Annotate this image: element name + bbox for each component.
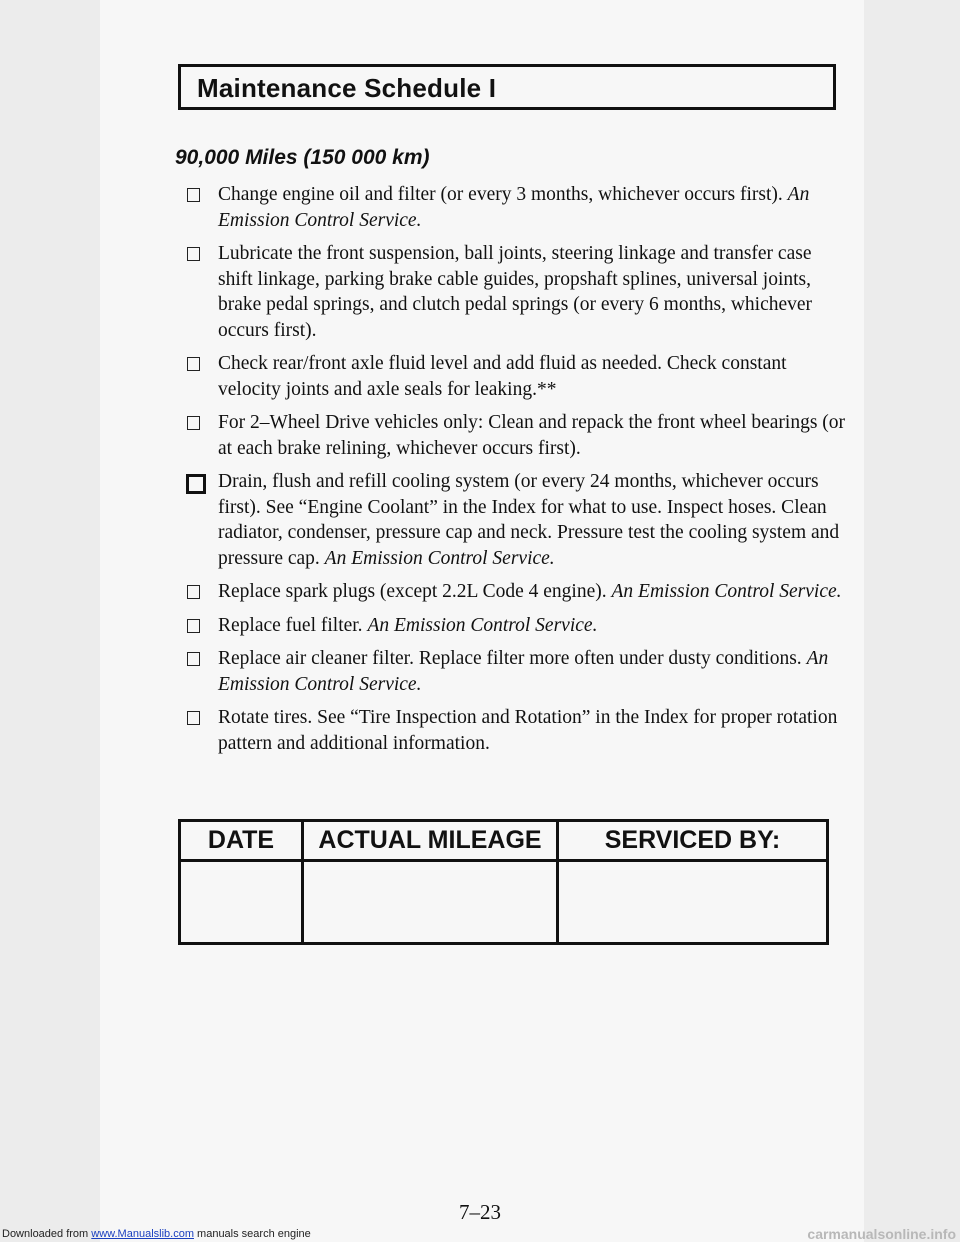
header-box bbox=[178, 64, 836, 110]
item-note: An Emission Control Service. bbox=[367, 614, 598, 636]
service-record-table bbox=[178, 819, 829, 945]
item-text: Drain, flush and refill cooling system (or every 24 months, whichever occurs first). See “Engine Coolant” in the Index for what to use. Inspect hoses. Clean radiator, condenser, pressure cap and neck. Pressure test the cooling system and pressure cap. bbox=[218, 471, 840, 569]
checklist bbox=[187, 182, 847, 764]
download-note bbox=[2, 1228, 311, 1240]
section-title: 90,000 Miles (150 000 km) bbox=[175, 146, 430, 169]
footer-prefix: Downloaded from bbox=[2, 1228, 92, 1240]
checklist-item bbox=[187, 182, 847, 233]
table-header-row bbox=[181, 822, 826, 862]
item-text: Check rear/front axle fluid level and add fluid as needed. Check constant velocity joints and axle seals for leaking.** bbox=[218, 353, 787, 400]
column-divider bbox=[301, 822, 304, 942]
checkbox-icon[interactable] bbox=[187, 416, 200, 430]
column-header-mileage: ACTUAL MILEAGE bbox=[318, 826, 542, 854]
checkbox-icon[interactable] bbox=[186, 474, 206, 494]
item-note: An Emission Control Service. bbox=[218, 648, 829, 695]
column-divider bbox=[556, 822, 559, 942]
item-note: An Emission Control Service. bbox=[218, 184, 810, 231]
column-header-serviced-by: SERVICED BY: bbox=[604, 826, 781, 854]
item-text: For 2–Wheel Drive vehicles only: Clean and repack the front wheel bearings (or at each brake relining, whichever occurs first). bbox=[218, 412, 846, 459]
item-text: Replace fuel filter. bbox=[218, 614, 368, 636]
checkbox-icon[interactable] bbox=[187, 188, 200, 202]
item-text: Replace spark plugs (except 2.2L Code 4 engine). bbox=[218, 581, 612, 602]
watermark: carmanualsonline.info bbox=[807, 1226, 956, 1242]
item-note: An Emission Control Service. bbox=[324, 547, 555, 569]
checklist-item bbox=[187, 410, 847, 461]
item-text: Replace air cleaner filter. Replace filter more often under dusty conditions. bbox=[218, 648, 807, 669]
page-title: Maintenance Schedule I bbox=[197, 73, 497, 103]
footer bbox=[0, 1228, 960, 1242]
checkbox-icon[interactable] bbox=[187, 652, 200, 666]
item-text: Rotate tires. See “Tire Inspection and Rotation” in the Index for proper rotation pattern and additional information. bbox=[218, 707, 838, 754]
item-text: Lubricate the front suspension, ball joints, steering linkage and transfer case shift linkage, parking brake cable guides, propshaft splines, universal joints, brake pedal springs, and clutch pedal springs (or every 6 months, whichever occurs first). bbox=[218, 243, 813, 341]
checklist-item bbox=[187, 351, 847, 402]
checklist-item bbox=[187, 469, 847, 571]
checklist-item bbox=[187, 705, 847, 756]
checklist-item bbox=[187, 579, 847, 605]
checkbox-icon[interactable] bbox=[187, 619, 200, 633]
item-text: Change engine oil and filter (or every 3 months, whichever occurs first). bbox=[218, 184, 788, 205]
manualslib-link[interactable]: www.Manualslib.com bbox=[91, 1228, 194, 1240]
column-header-date: DATE bbox=[207, 826, 275, 854]
footer-suffix: manuals search engine bbox=[193, 1228, 311, 1240]
checkbox-icon[interactable] bbox=[187, 711, 200, 725]
checklist-item bbox=[187, 613, 847, 639]
checkbox-icon[interactable] bbox=[187, 247, 200, 261]
checklist-item bbox=[187, 646, 847, 697]
page-number: 7–23 bbox=[459, 1200, 501, 1224]
checkbox-icon[interactable] bbox=[187, 357, 200, 371]
item-note: An Emission Control Service. bbox=[611, 581, 842, 602]
checkbox-icon[interactable] bbox=[187, 585, 200, 599]
checklist-item bbox=[187, 241, 847, 343]
